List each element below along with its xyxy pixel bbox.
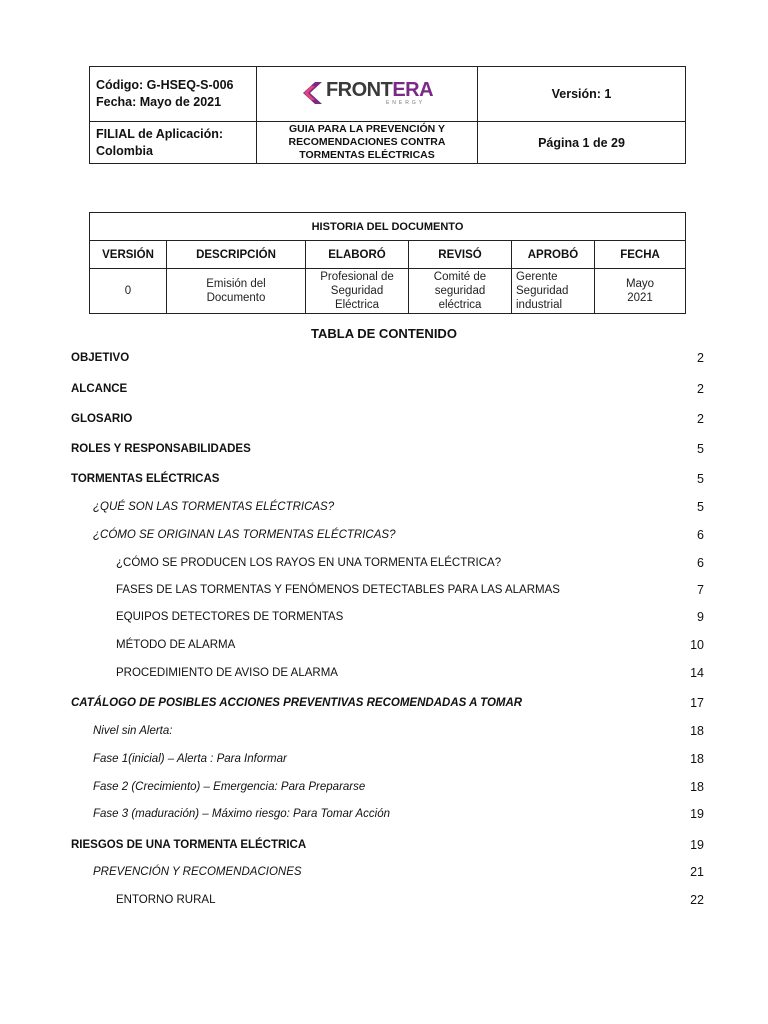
cell-reviso-line3: eléctrica [438, 299, 482, 311]
toc-entry-page: 14 [690, 666, 704, 680]
toc-entry-page: 10 [690, 638, 704, 652]
toc-entry-text: PREVENCIÓN Y RECOMENDACIONES [93, 866, 302, 878]
frontera-logo [301, 80, 433, 106]
toc-entry-text: EQUIPOS DETECTORES DE TORMENTAS [116, 611, 344, 623]
toc-entry-text: ¿CÓMO SE ORIGINAN LAS TORMENTAS ELÉCTRICAS? [93, 529, 396, 541]
toc-entry-text: MÉTODO DE ALARMA [116, 639, 236, 651]
document-history-table [89, 212, 686, 314]
cell-fecha-line1: Mayo [625, 278, 655, 290]
cell-fecha [595, 269, 686, 314]
col-elaboro: ELABORÓ [306, 241, 409, 269]
document-date: Fecha: Mayo de 2021 [96, 95, 222, 109]
cell-description [167, 269, 306, 314]
cell-reviso-line1: Comité de [433, 271, 487, 283]
document-title-line1: GUIA PARA LA PREVENCIÓN Y [289, 123, 445, 135]
logo-subtitle: ENERGY [385, 100, 426, 106]
toc-entry-fase-1[interactable] [71, 746, 704, 772]
cell-reviso [409, 269, 512, 314]
cell-aprobo [512, 269, 595, 314]
toc-entry-catalogo[interactable] [71, 690, 704, 716]
toc-entry-text: ¿CÓMO SE PRODUCEN LOS RAYOS EN UNA TORMENTA ELÉCTRICA? [116, 557, 502, 569]
toc-entry-entorno-rural[interactable] [71, 887, 704, 913]
toc-entry-text: OBJETIVO [71, 352, 130, 364]
toc-entry-como-se-producen[interactable] [71, 550, 704, 576]
toc-entry-page: 5 [697, 472, 704, 486]
history-row [90, 269, 686, 314]
filial-cell [90, 122, 257, 164]
col-description: DESCRIPCIÓN [167, 241, 306, 269]
toc-entry-text: GLOSARIO [71, 413, 133, 425]
toc-entry-page: 21 [690, 865, 704, 879]
toc-entry-text: ENTORNO RURAL [116, 894, 216, 906]
col-aprobo: APROBÓ [512, 241, 595, 269]
cell-elaboro-line1: Profesional de [320, 271, 394, 283]
toc-entry-tormentas[interactable] [71, 466, 704, 492]
toc-entry-text: Nivel sin Alerta: [93, 725, 173, 737]
toc-entry-prevencion[interactable] [71, 859, 704, 885]
cell-elaboro [306, 269, 409, 314]
document-title-line2: RECOMENDACIONES CONTRA [288, 136, 446, 148]
cell-elaboro-line2: Seguridad [330, 285, 384, 297]
toc-entry-page: 2 [697, 412, 704, 426]
document-header-table [89, 66, 686, 164]
toc-entry-page: 19 [690, 838, 704, 852]
toc-entry-page: 2 [697, 351, 704, 365]
toc-entry-page: 22 [690, 893, 704, 907]
cell-description-line1: Emisión del [206, 278, 266, 290]
toc-entry-page: 18 [690, 752, 704, 766]
toc-entry-fase-2[interactable] [71, 774, 704, 800]
filial-country: Colombia [96, 143, 153, 158]
toc-entry-text: ALCANCE [71, 383, 128, 395]
toc-entry-text: Fase 2 (Crecimiento) – Emergencia: Para Prepararse [93, 781, 366, 793]
toc-entry-riesgos[interactable] [71, 832, 704, 858]
cell-reviso-line2: seguridad [434, 285, 486, 297]
toc-entry-fase-3[interactable] [71, 801, 704, 827]
toc-entry-alcance[interactable] [71, 376, 704, 402]
cell-aprobo-line2: Seguridad [516, 285, 569, 297]
history-caption: HISTORIA DEL DOCUMENTO [90, 213, 686, 241]
cell-aprobo-line1: Gerente [516, 271, 558, 283]
version-cell: Versión: 1 [478, 67, 686, 122]
document-title-line3: TORMENTAS ELÉCTRICAS [299, 149, 435, 161]
toc-entry-page: 18 [690, 780, 704, 794]
toc-title: TABLA DE CONTENIDO [311, 326, 457, 341]
cell-elaboro-line3: Eléctrica [334, 299, 380, 311]
cell-aprobo-line3: industrial [516, 299, 563, 311]
document-title-cell [257, 122, 478, 164]
toc-entry-page: 7 [697, 583, 704, 597]
col-fecha: FECHA [595, 241, 686, 269]
toc-entry-text: Fase 3 (maduración) – Máximo riesgo: Para Tomar Acción [93, 808, 390, 820]
toc-entry-page: 19 [690, 807, 704, 821]
toc-entry-page: 5 [697, 500, 704, 514]
toc-entry-fases[interactable] [71, 577, 704, 603]
toc-entry-page: 9 [697, 610, 704, 624]
toc-entry-page: 18 [690, 724, 704, 738]
col-reviso: REVISÓ [409, 241, 512, 269]
cell-description-line2: Documento [206, 292, 266, 304]
logo-word-a: FRONT [325, 79, 393, 101]
toc-entry-text: RIESGOS DE UNA TORMENTA ELÉCTRICA [71, 839, 307, 851]
toc-entry-page: 6 [697, 528, 704, 542]
toc-entry-text: ROLES Y RESPONSABILIDADES [71, 443, 251, 455]
toc-entry-text: Fase 1(inicial) – Alerta : Para Informar [93, 753, 287, 765]
toc-entry-page: 2 [697, 382, 704, 396]
toc-entry-page: 6 [697, 556, 704, 570]
toc-entry-como-se-originan[interactable] [71, 522, 704, 548]
toc-entry-page: 17 [690, 696, 704, 710]
toc-entry-que-son[interactable] [71, 494, 704, 520]
logo-cell [257, 67, 478, 122]
frontera-logo-icon [301, 81, 323, 105]
toc-entry-text: ¿QUÉ SON LAS TORMENTAS ELÉCTRICAS? [93, 501, 335, 513]
filial-label: FILIAL de Aplicación: [96, 126, 224, 141]
logo-word-b: ERA [392, 79, 434, 101]
code-date-cell [90, 67, 257, 122]
toc-entry-procedimiento[interactable] [71, 660, 704, 686]
toc-entry-text: CATÁLOGO DE POSIBLES ACCIONES PREVENTIVAS RECOMENDADAS A TOMAR [71, 697, 523, 709]
toc-entry-text: PROCEDIMIENTO DE AVISO DE ALARMA [116, 667, 338, 679]
page-number-cell: Página 1 de 29 [478, 122, 686, 164]
document-code: Código: G-HSEQ-S-006 [96, 78, 234, 92]
toc-entry-page: 5 [697, 442, 704, 456]
toc-entry-nivel-sin-alerta[interactable] [71, 718, 704, 744]
toc-entry-glosario[interactable] [71, 406, 704, 432]
cell-fecha-line2: 2021 [627, 292, 653, 304]
toc-entry-equipos[interactable] [71, 604, 704, 630]
toc-entry-text: FASES DE LAS TORMENTAS Y FENÓMENOS DETECTABLES PARA LAS ALARMAS [116, 584, 560, 596]
toc-entry-text: TORMENTAS ELÉCTRICAS [71, 473, 220, 485]
cell-version: 0 [90, 269, 167, 314]
toc-entry-objetivo[interactable] [71, 345, 704, 371]
col-version: VERSIÓN [90, 241, 167, 269]
toc-entry-metodo[interactable] [71, 632, 704, 658]
toc-entry-roles[interactable] [71, 436, 704, 462]
